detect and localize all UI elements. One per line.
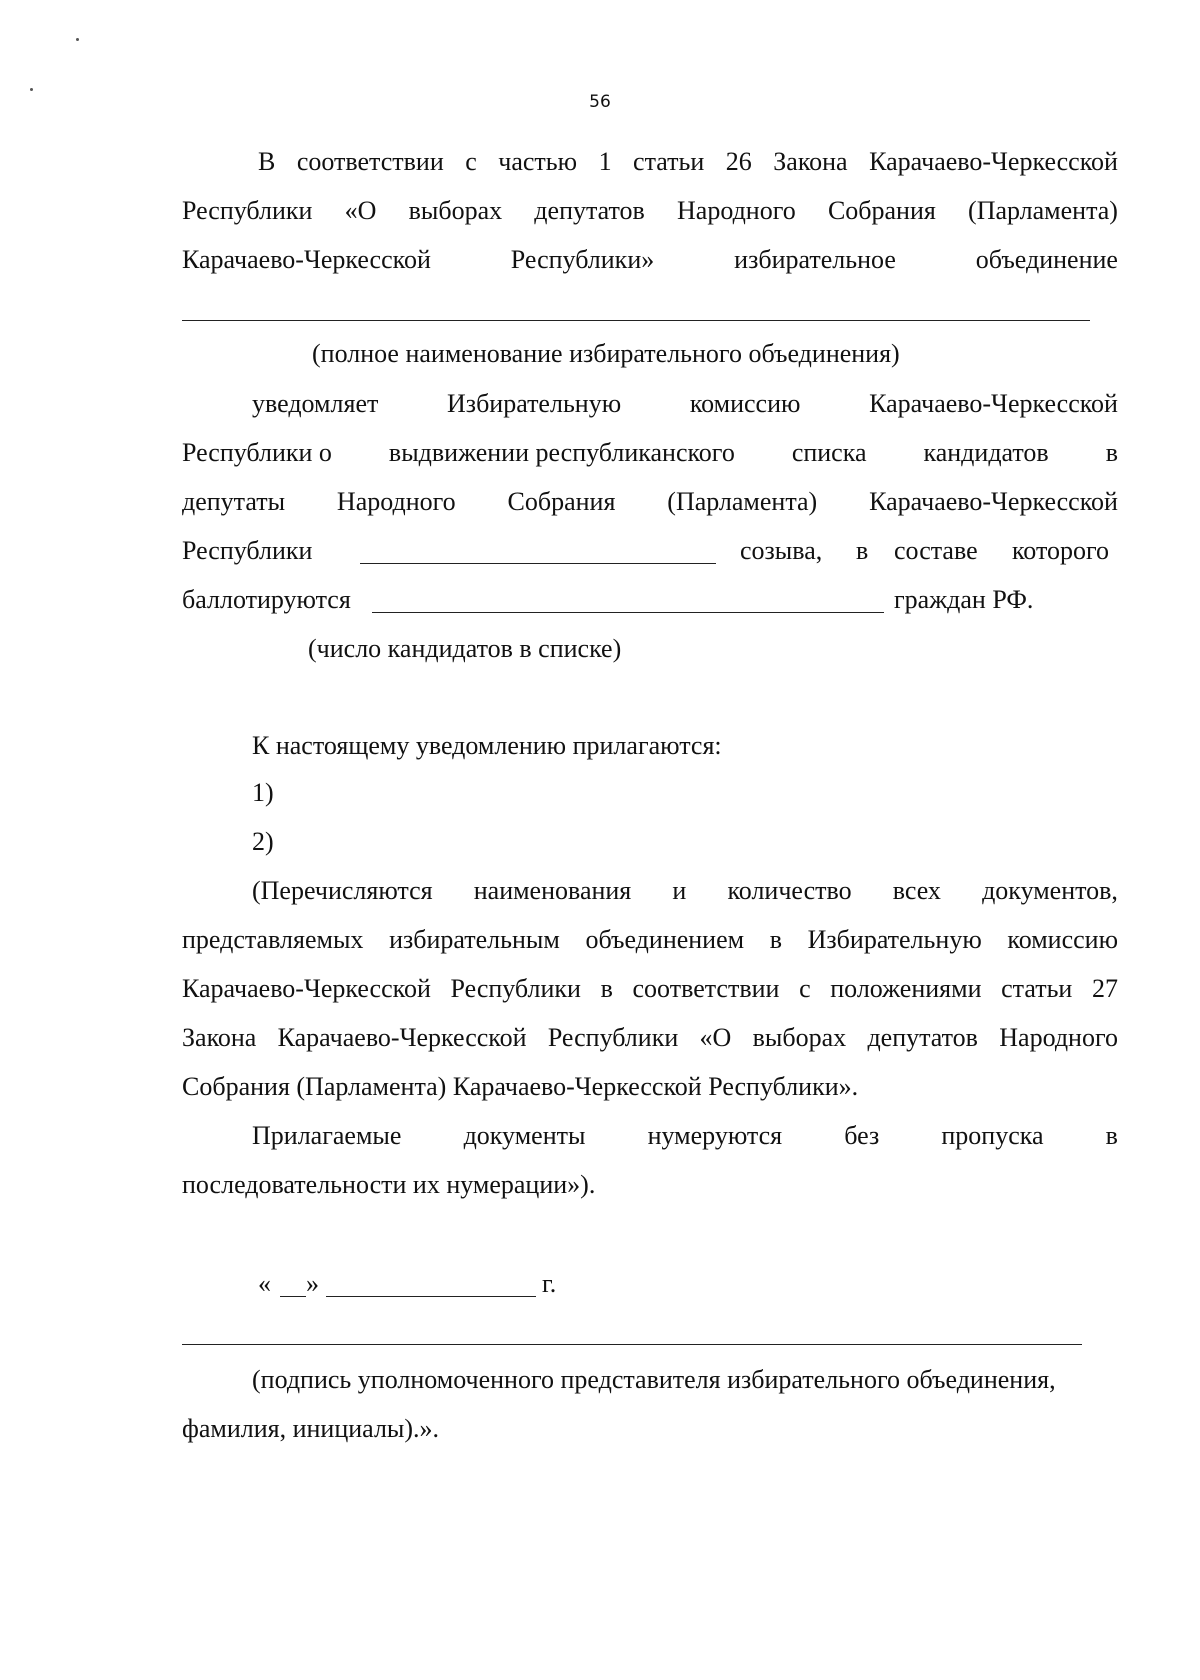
- word: наименования: [473, 876, 632, 905]
- word: Карачаево-Черкесской: [869, 389, 1118, 418]
- word: Карачаево-Черкесской: [869, 487, 1118, 516]
- month-fill-line: [326, 1274, 536, 1297]
- page-number: 56: [589, 92, 611, 112]
- paragraph2-word: которого: [1012, 536, 1110, 565]
- signature-caption-line1: (подпись уполномоченного представителя избирательного объединения,: [252, 1365, 1056, 1394]
- word: депутаты: [182, 487, 286, 516]
- word: Карачаево-Черкесской: [277, 1023, 527, 1052]
- word: комиссию: [1007, 925, 1118, 954]
- word: пропуска: [941, 1121, 1044, 1150]
- word: Карачаево-Черкесской: [182, 974, 431, 1003]
- paragraph3-line2: [182, 924, 1118, 956]
- word: Карачаево-Черкесской: [869, 147, 1118, 176]
- paragraph1-line2: [182, 195, 1118, 227]
- word: Собрания: [507, 487, 616, 516]
- caption-candidate-count: (число кандидатов в списке): [308, 634, 622, 663]
- paragraph4-line2: последовательности их нумерации»).: [182, 1170, 596, 1199]
- word: Прилагаемые: [252, 1121, 402, 1150]
- word: без: [844, 1121, 880, 1150]
- word: комиссию: [689, 389, 801, 418]
- word: статьи: [1001, 974, 1073, 1003]
- word: Карачаево-Черкесской: [182, 245, 431, 274]
- word: выборах: [752, 1023, 847, 1052]
- word: объединение: [975, 245, 1118, 274]
- word: объединением: [585, 925, 745, 954]
- word: «О: [699, 1023, 732, 1052]
- word: (Перечисляются: [252, 876, 433, 905]
- word: (Парламента): [968, 196, 1118, 225]
- attachment-item-2: 2): [252, 827, 274, 856]
- word: частью: [498, 147, 578, 176]
- word: Республики»: [510, 245, 655, 274]
- day-fill-line: [280, 1274, 306, 1297]
- word: Закона: [773, 147, 848, 176]
- word: уведомляет: [252, 389, 379, 418]
- candidate-count-fill-line: [372, 590, 884, 613]
- signature-caption-line2: фамилия, инициалы).».: [182, 1414, 440, 1443]
- word: в: [1105, 438, 1118, 467]
- word: 26: [725, 147, 752, 176]
- scan-speck: [76, 38, 79, 41]
- paragraph2-word: составе: [894, 536, 978, 565]
- word: Закона: [182, 1023, 257, 1052]
- word: нумеруются: [647, 1121, 783, 1150]
- scan-speck: [30, 88, 33, 91]
- paragraph2-word: Республики: [182, 536, 313, 565]
- paragraph2-word: созыва,: [740, 536, 823, 565]
- word: избирательное: [734, 245, 896, 274]
- word: кандидатов: [923, 438, 1049, 467]
- paragraph3-line1: [252, 875, 1118, 907]
- word: статьи: [633, 147, 705, 176]
- word: представляемых: [182, 925, 364, 954]
- word: документов,: [982, 876, 1118, 905]
- word: «О: [344, 196, 377, 225]
- word: Республики: [547, 1023, 679, 1052]
- word: В: [258, 147, 276, 176]
- word: выборах: [408, 196, 503, 225]
- word: Избирательную: [807, 925, 982, 954]
- word: в: [600, 974, 613, 1003]
- attachment-item-1: 1): [252, 778, 274, 807]
- date-year-suffix: г.: [542, 1269, 557, 1298]
- word: Собрания: [827, 196, 936, 225]
- word: Республики о: [182, 438, 332, 467]
- word: списка: [791, 438, 867, 467]
- caption-organization-name: (полное наименование избирательного объединения): [312, 339, 900, 368]
- word: Республики: [182, 196, 313, 225]
- word: с: [799, 974, 811, 1003]
- word: всех: [892, 876, 941, 905]
- paragraph1-line3: [182, 244, 1118, 276]
- word: соответствии: [296, 147, 444, 176]
- paragraph3-line3: [182, 973, 1118, 1005]
- word: и: [672, 876, 687, 905]
- word: в: [1105, 1121, 1118, 1150]
- word: Народного: [336, 487, 456, 516]
- word: 27: [1092, 974, 1118, 1003]
- word: избирательным: [389, 925, 560, 954]
- name-fill-line: [182, 320, 1090, 321]
- paragraph2-word: граждан РФ.: [894, 585, 1034, 614]
- paragraph2-word: в: [856, 536, 869, 565]
- paragraph2-line1: [252, 388, 1118, 420]
- paragraph2-word: баллотируются: [182, 585, 351, 614]
- paragraph2-line3: [182, 486, 1118, 518]
- paragraph1-line1: [258, 146, 1118, 178]
- word: документы: [463, 1121, 586, 1150]
- word: Республики: [450, 974, 581, 1003]
- attachments-heading: К настоящему уведомлению прилагаются:: [252, 731, 722, 760]
- date-close-quote: »: [306, 1269, 319, 1298]
- word: Избирательную: [447, 389, 622, 418]
- word: положениями: [830, 974, 982, 1003]
- word: Народного: [677, 196, 796, 225]
- word: 1: [598, 147, 612, 176]
- word: количество: [727, 876, 852, 905]
- convocation-fill-line: [360, 541, 716, 564]
- word: депутатов: [534, 196, 645, 225]
- paragraph3-line5: Собрания (Парламента) Карачаево-Черкесской Республики».: [182, 1072, 859, 1101]
- word: (Парламента): [667, 487, 818, 516]
- word: депутатов: [867, 1023, 978, 1052]
- word: Народного: [999, 1023, 1118, 1052]
- paragraph3-line4: [182, 1022, 1118, 1054]
- word: с: [465, 147, 477, 176]
- word: соответствии: [632, 974, 780, 1003]
- word: в: [769, 925, 782, 954]
- paragraph4-line1: [252, 1120, 1118, 1152]
- date-open-quote: «: [258, 1269, 271, 1298]
- paragraph2-line2: [182, 437, 1118, 469]
- signature-fill-line: [182, 1344, 1082, 1345]
- word: выдвижении республиканского: [388, 438, 735, 467]
